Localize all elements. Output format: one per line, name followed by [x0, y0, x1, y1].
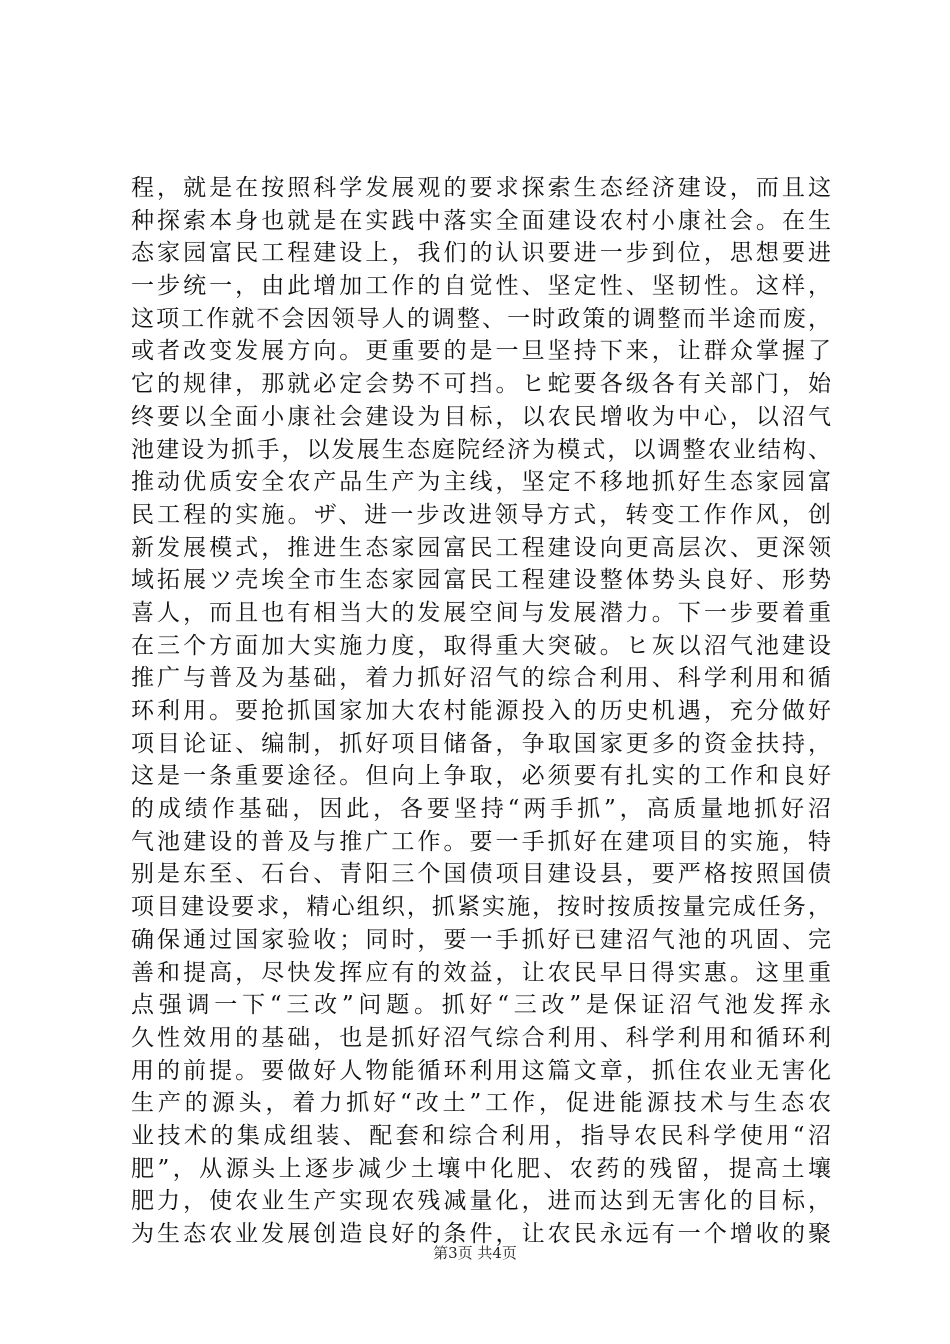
text-line: 善和提高，尽快发挥应有的效益，让农民早日得实惠。这里重 [131, 959, 831, 986]
text-line: 肥”，从源头上逐步减少土壤中化肥、农药的残留，提高土壤 [131, 1155, 831, 1182]
text-line: 民工程的实施。ザ、进一步改进领导方式，转变工作作风，创 [131, 501, 831, 528]
text-line: 池建设为抓手，以发展生态庭院经济为模式，以调整农业结构、 [131, 436, 831, 463]
text-line: 气池建设的普及与推广工作。要一手抓好在建项目的实施，特 [131, 828, 831, 855]
text-line: 生产的源头，着力抓好“改土”工作，促进能源技术与生态农 [131, 1090, 831, 1117]
text-line: 程，就是在按照科学发展观的要求探索生态经济建设，而且这 [131, 175, 831, 201]
text-line: 用的前提。要做好人物能循环利用这篇文章，抓住农业无害化 [131, 1057, 831, 1084]
text-line: 在三个方面加大实施力度，取得重大突破。ヒ灰以沼气池建设 [131, 632, 831, 659]
text-line: 别是东至、石台、青阳三个国债项目建设县，要严格按照国债 [131, 861, 831, 888]
text-line: 新发展模式，推进生态家园富民工程建设向更高层次、更深领 [131, 534, 831, 561]
text-line: 推广与普及为基础，着力抓好沼气的综合利用、科学利用和循 [131, 665, 831, 692]
text-line: 项目论证、编制，抓好项目储备，争取国家更多的资金扶持， [131, 730, 831, 757]
text-line: 肥力，使农业生产实现农残减量化，进而达到无害化的目标， [131, 1188, 831, 1215]
text-line: 种探索本身也就是在实践中落实全面建设农村小康社会。在生 [131, 207, 831, 234]
text-line: 为生态农业发展创造良好的条件，让农民永远有一个增收的聚 [131, 1221, 831, 1247]
text-line: 域拓展ツ壳埃全市生态家园富民工程建设整体势头良好、形势 [131, 567, 831, 594]
text-line: 态家园富民工程建设上，我们的认识要进一步到位，思想要进 [131, 240, 831, 267]
text-line: 这项工作就不会因领导人的调整、一时政策的调整而半途而废， [131, 305, 831, 332]
text-line: 业技术的集成组装、配套和综合利用，指导农民科学使用“沼 [131, 1122, 831, 1149]
text-line: 环利用。要抢抓国家加大农村能源投入的历史机遇，充分做好 [131, 698, 831, 724]
text-line: 的成绩作基础，因此，各要坚持“两手抓”，高质量地抓好沼 [131, 796, 831, 823]
text-line: 确保通过国家验收；同时，要一手抓好已建沼气池的巩固、完 [131, 926, 831, 953]
body-paragraph [131, 172, 831, 1251]
text-line: 它的规律，那就必定会势不可挡。ヒ蛇要各级各有关部门，始 [131, 371, 831, 398]
text-line: 一步统一，由此增加工作的自觉性、坚定性、坚韧性。这样， [131, 273, 831, 300]
text-line: 这是一条重要途径。但向上争取，必须要有扎实的工作和良好 [131, 763, 831, 790]
text-line: 久性效用的基础，也是抓好沼气综合利用、科学利用和循环利 [131, 1024, 831, 1051]
text-line: 终要以全面小康社会建设为目标，以农民增收为中心，以沼气 [131, 403, 831, 430]
text-line: 点强调一下“三改”问题。抓好“三改”是保证沼气池发挥永 [131, 992, 831, 1019]
text-line: 或者改变发展方向。更重要的是一旦坚持下来，让群众掌握了 [131, 338, 831, 365]
text-line: 喜人，而且也有相当大的发展空间与发展潜力。下一步要着重 [131, 599, 831, 626]
page-footer: 第3页 共4页 [433, 1244, 517, 1262]
text-line: 项目建设要求，精心组织，抓紧实施，按时按质按量完成任务， [131, 894, 831, 921]
text-line: 推动优质安全农产品生产为主线，坚定不移地抓好生态家园富 [131, 469, 831, 496]
